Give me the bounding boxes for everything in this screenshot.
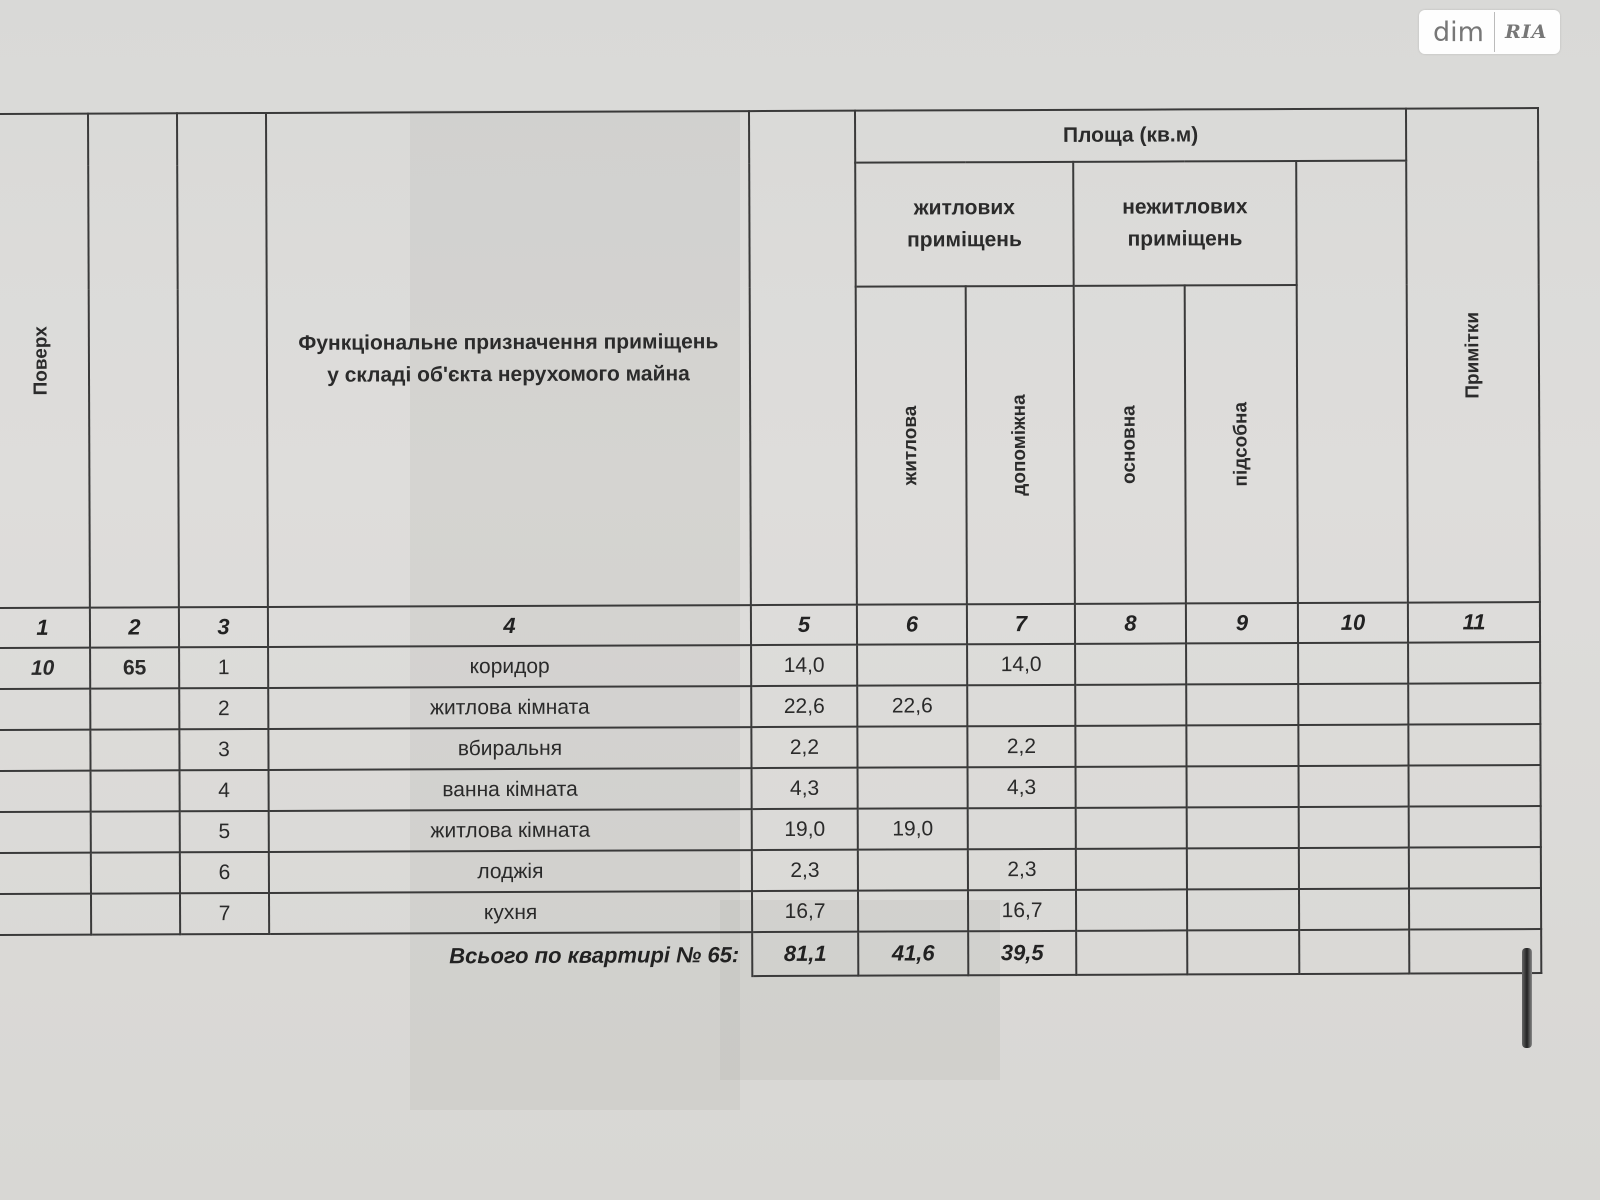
- header-room-number: [88, 113, 179, 607]
- cell-group: [91, 811, 180, 852]
- cell-floor: [0, 894, 91, 935]
- table-row: [0, 642, 1540, 689]
- cell-living: [858, 767, 968, 808]
- cell-total: 4,3: [752, 768, 858, 809]
- cell-num: 1: [179, 647, 268, 688]
- cell-aux: [967, 685, 1075, 726]
- column-number: 1: [0, 608, 90, 648]
- cell-group: 65: [90, 647, 179, 688]
- total-aux-value: 39,5: [968, 931, 1076, 975]
- table-row: [0, 765, 1541, 812]
- cell-living: [857, 726, 967, 767]
- cell-num: 2: [179, 688, 268, 729]
- cell-group: [91, 852, 180, 893]
- cell-aux: 4,3: [968, 767, 1076, 808]
- header-function-line2: у складі об'єкта нерухомого майна: [327, 362, 690, 387]
- total-label: Всього по квартирі № 65:: [0, 932, 752, 979]
- header-residential: житлових приміщень: [855, 162, 1073, 287]
- cell-floor: [0, 689, 90, 730]
- header-function-line1: Функціональне призначення приміщень: [298, 330, 719, 355]
- cell-living: 22,6: [857, 685, 967, 726]
- cell-floor: [0, 812, 91, 853]
- table-row: [0, 806, 1541, 853]
- header-main: основна: [1074, 285, 1186, 603]
- header-area-group: Площа (кв.м): [855, 109, 1406, 163]
- area-explication-sheet: [0, 107, 1540, 1013]
- table-row: [0, 683, 1540, 730]
- cell-name: кухня: [269, 891, 752, 934]
- table-row: [0, 888, 1541, 935]
- cell-name: ванна кімната: [269, 768, 752, 811]
- watermark-dim: dim: [1433, 16, 1484, 48]
- header-common-use: [1296, 161, 1408, 603]
- column-number: 6: [857, 604, 967, 644]
- cell-living: [858, 890, 968, 931]
- cell-group: [90, 688, 179, 729]
- table-row: [0, 724, 1541, 771]
- header-utility: підсобна: [1185, 285, 1298, 603]
- column-number: 7: [967, 604, 1075, 644]
- cell-group: [91, 770, 180, 811]
- watermark-logo: [1419, 10, 1560, 54]
- total-area-value: 81,1: [752, 932, 858, 976]
- cell-total: 16,7: [752, 891, 858, 932]
- cell-aux: 2,3: [968, 849, 1076, 890]
- column-number: 9: [1186, 603, 1298, 643]
- cell-name: лоджія: [269, 850, 752, 893]
- header-floor: Поверх: [0, 114, 90, 608]
- header-living: житлова: [856, 286, 967, 604]
- cell-aux: 16,7: [968, 890, 1076, 931]
- watermark-ria: RIA: [1504, 21, 1548, 43]
- cell-num: 6: [180, 852, 269, 893]
- header-notes: Примітки: [1406, 108, 1540, 603]
- total-row: [0, 929, 1541, 979]
- cell-num: 3: [179, 729, 268, 770]
- cell-aux: 14,0: [967, 644, 1075, 685]
- total-living-value: 41,6: [858, 931, 968, 975]
- cell-group: [91, 893, 180, 934]
- column-number: 5: [751, 605, 857, 645]
- cell-floor: [0, 853, 91, 894]
- header-function: [266, 111, 751, 607]
- column-number: 10: [1298, 603, 1408, 643]
- header-nonresidential: нежитлових приміщень: [1073, 161, 1296, 286]
- cell-num: 4: [180, 770, 269, 811]
- cell-aux: 2,2: [967, 726, 1075, 767]
- column-number: 4: [268, 605, 751, 647]
- cell-total: 22,6: [751, 686, 857, 727]
- column-number: 8: [1075, 603, 1186, 643]
- cell-name: житлова кімната: [268, 686, 751, 729]
- column-number: 2: [90, 607, 179, 647]
- cell-total: 14,0: [751, 645, 857, 686]
- cell-group: [90, 729, 179, 770]
- binder-clip: [1522, 948, 1532, 1048]
- cell-living: 19,0: [858, 808, 968, 849]
- cell-num: 7: [180, 893, 269, 934]
- cell-name: житлова кімната: [269, 809, 752, 852]
- cell-floor: [0, 730, 91, 771]
- area-table: [0, 107, 1542, 980]
- cell-name: коридор: [268, 645, 751, 688]
- cell-num: 5: [180, 811, 269, 852]
- cell-total: 19,0: [752, 809, 858, 850]
- column-number: 3: [179, 607, 268, 647]
- cell-total: 2,3: [752, 850, 858, 891]
- header-auxiliary: допоміжна: [966, 286, 1075, 604]
- column-number: 11: [1408, 602, 1540, 643]
- cell-name: вбиральня: [268, 727, 751, 770]
- cell-aux: [968, 808, 1076, 849]
- cell-total: 2,2: [751, 727, 857, 768]
- cell-floor: 10: [0, 648, 90, 689]
- table-row: [0, 847, 1541, 894]
- column-number-row: [0, 602, 1540, 648]
- cell-living: [858, 849, 968, 890]
- header-total-area: [749, 111, 857, 605]
- cell-floor: [0, 771, 91, 812]
- cell-living: [857, 644, 967, 685]
- header-numbers-in-object: [177, 113, 268, 607]
